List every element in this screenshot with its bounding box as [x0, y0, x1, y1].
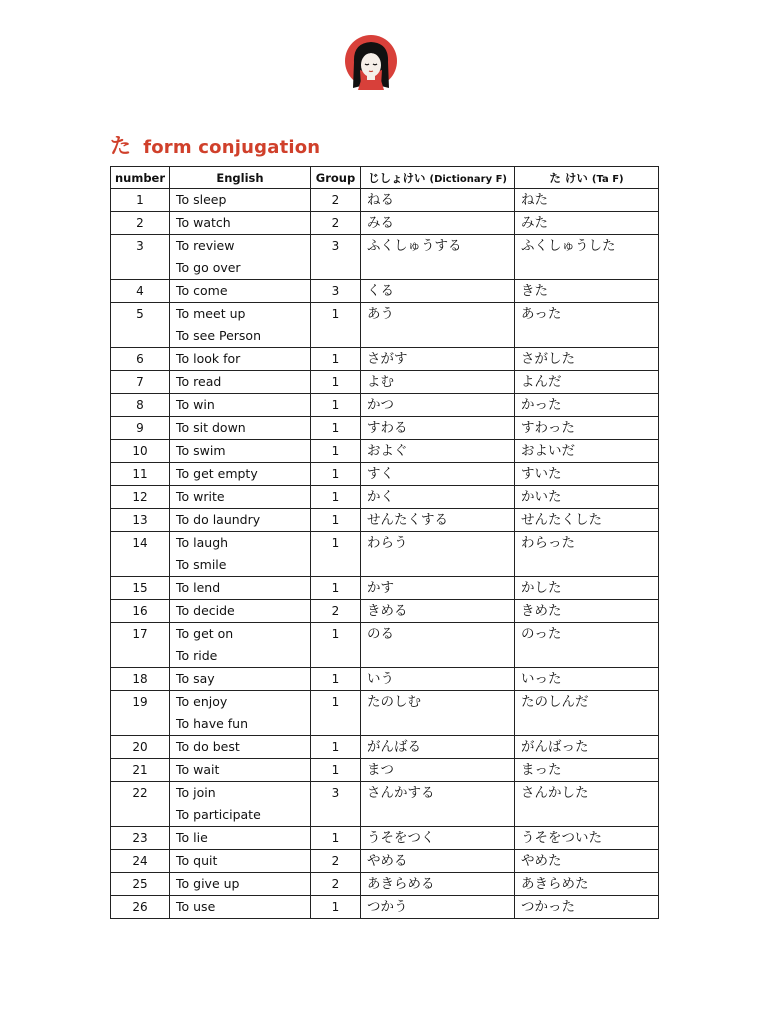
row-english: [170, 600, 311, 623]
header-dictionary-en: (Dictionary F): [429, 173, 508, 185]
row-number: 19: [111, 691, 170, 736]
row-english: [170, 212, 311, 235]
row-group: 1: [311, 827, 361, 850]
row-dictionary-form: かす: [361, 577, 515, 600]
row-group: 1: [311, 417, 361, 440]
row-english: [170, 691, 311, 736]
table-row: [111, 280, 659, 303]
row-group: 1: [311, 623, 361, 668]
table-row: [111, 235, 659, 280]
table-row: [111, 850, 659, 873]
english-meaning: To enjoy: [176, 694, 228, 709]
english-meaning: To give up: [176, 876, 240, 891]
row-group: 2: [311, 189, 361, 212]
english-meaning: To get on: [176, 626, 234, 641]
row-english: [170, 532, 311, 577]
row-group: 1: [311, 736, 361, 759]
row-group: 2: [311, 850, 361, 873]
row-dictionary-form: すわる: [361, 417, 515, 440]
row-group: 1: [311, 394, 361, 417]
table-row: [111, 896, 659, 919]
english-meaning: To ride: [176, 648, 218, 663]
table-row: [111, 303, 659, 348]
row-ta-form: みた: [515, 212, 659, 235]
table-row: [111, 600, 659, 623]
row-dictionary-form: かつ: [361, 394, 515, 417]
conjugation-table: [110, 166, 659, 919]
row-dictionary-form: あう: [361, 303, 515, 348]
row-number: 23: [111, 827, 170, 850]
table-row: [111, 623, 659, 668]
row-dictionary-form: くる: [361, 280, 515, 303]
row-dictionary-form: よむ: [361, 371, 515, 394]
row-dictionary-form: つかう: [361, 896, 515, 919]
header-dictionary-form: [361, 167, 515, 189]
title-kana: た: [110, 134, 132, 158]
english-meaning: To win: [176, 397, 215, 412]
row-number: 26: [111, 896, 170, 919]
page-title: [110, 130, 320, 160]
row-number: 15: [111, 577, 170, 600]
table-row: [111, 668, 659, 691]
row-number: 3: [111, 235, 170, 280]
english-meaning: To lie: [176, 830, 208, 845]
header-number: number: [111, 167, 170, 189]
row-group: 1: [311, 577, 361, 600]
table-row: [111, 827, 659, 850]
row-number: 8: [111, 394, 170, 417]
row-number: 9: [111, 417, 170, 440]
header-dictionary-kana: じしょけい: [367, 170, 426, 185]
table-row: [111, 189, 659, 212]
row-group: 2: [311, 600, 361, 623]
row-dictionary-form: わらう: [361, 532, 515, 577]
english-meaning: To go over: [176, 260, 241, 275]
english-meaning: To join: [176, 785, 216, 800]
english-meaning: To participate: [176, 807, 261, 822]
row-group: 1: [311, 348, 361, 371]
table-row: [111, 509, 659, 532]
row-number: 5: [111, 303, 170, 348]
header-english: English: [170, 167, 311, 189]
table-row: [111, 759, 659, 782]
row-group: 3: [311, 235, 361, 280]
header-ta-form: [515, 167, 659, 189]
table-header-row: [111, 167, 659, 189]
row-number: 1: [111, 189, 170, 212]
row-dictionary-form: さがす: [361, 348, 515, 371]
table-row: [111, 417, 659, 440]
row-english: [170, 235, 311, 280]
row-group: 1: [311, 759, 361, 782]
row-ta-form: ふくしゅうした: [515, 235, 659, 280]
row-english: [170, 896, 311, 919]
row-group: 1: [311, 668, 361, 691]
english-meaning: To quit: [176, 853, 218, 868]
row-english: [170, 850, 311, 873]
row-dictionary-form: あきらめる: [361, 873, 515, 896]
row-group: 3: [311, 280, 361, 303]
row-english: [170, 577, 311, 600]
table-body: [111, 189, 659, 919]
girl-avatar-icon: [340, 34, 402, 96]
row-number: 17: [111, 623, 170, 668]
row-english: [170, 509, 311, 532]
table-row: [111, 873, 659, 896]
row-english: [170, 782, 311, 827]
row-ta-form: さんかした: [515, 782, 659, 827]
row-dictionary-form: さんかする: [361, 782, 515, 827]
row-ta-form: かいた: [515, 486, 659, 509]
english-meaning: To swim: [176, 443, 226, 458]
row-dictionary-form: すく: [361, 463, 515, 486]
english-meaning: To meet up: [176, 306, 246, 321]
english-meaning: To wait: [176, 762, 220, 777]
row-ta-form: せんたくした: [515, 509, 659, 532]
table-row: [111, 212, 659, 235]
english-meaning: To sleep: [176, 192, 227, 207]
english-meaning: To sit down: [176, 420, 246, 435]
row-ta-form: あった: [515, 303, 659, 348]
row-number: 20: [111, 736, 170, 759]
row-english: [170, 736, 311, 759]
row-dictionary-form: せんたくする: [361, 509, 515, 532]
row-dictionary-form: がんばる: [361, 736, 515, 759]
row-ta-form: すわった: [515, 417, 659, 440]
english-meaning: To watch: [176, 215, 231, 230]
row-ta-form: うそをついた: [515, 827, 659, 850]
english-meaning: To come: [176, 283, 228, 298]
row-number: 18: [111, 668, 170, 691]
row-ta-form: ねた: [515, 189, 659, 212]
row-ta-form: よんだ: [515, 371, 659, 394]
english-meaning: To read: [176, 374, 222, 389]
row-english: [170, 303, 311, 348]
row-group: 1: [311, 463, 361, 486]
english-meaning: To use: [176, 899, 216, 914]
english-meaning: To smile: [176, 557, 227, 572]
row-ta-form: つかった: [515, 896, 659, 919]
row-number: 4: [111, 280, 170, 303]
row-ta-form: あきらめた: [515, 873, 659, 896]
row-ta-form: いった: [515, 668, 659, 691]
row-english: [170, 371, 311, 394]
row-english: [170, 623, 311, 668]
row-dictionary-form: のる: [361, 623, 515, 668]
row-group: 2: [311, 873, 361, 896]
table-row: [111, 394, 659, 417]
header-ta-kana: た けい: [549, 170, 588, 185]
row-dictionary-form: みる: [361, 212, 515, 235]
table-row: [111, 371, 659, 394]
row-english: [170, 280, 311, 303]
english-meaning: To do best: [176, 739, 240, 754]
row-group: 1: [311, 896, 361, 919]
row-group: 1: [311, 691, 361, 736]
row-english: [170, 668, 311, 691]
row-group: 1: [311, 532, 361, 577]
row-dictionary-form: かく: [361, 486, 515, 509]
row-group: 1: [311, 371, 361, 394]
row-english: [170, 486, 311, 509]
row-ta-form: がんばった: [515, 736, 659, 759]
row-english: [170, 873, 311, 896]
row-number: 12: [111, 486, 170, 509]
row-dictionary-form: きめる: [361, 600, 515, 623]
row-group: 1: [311, 303, 361, 348]
row-english: [170, 827, 311, 850]
row-number: 13: [111, 509, 170, 532]
row-number: 24: [111, 850, 170, 873]
table-row: [111, 532, 659, 577]
english-meaning: To lend: [176, 580, 221, 595]
row-ta-form: さがした: [515, 348, 659, 371]
row-ta-form: かった: [515, 394, 659, 417]
row-ta-form: きめた: [515, 600, 659, 623]
row-number: 21: [111, 759, 170, 782]
english-meaning: To decide: [176, 603, 235, 618]
row-english: [170, 417, 311, 440]
row-dictionary-form: ふくしゅうする: [361, 235, 515, 280]
row-dictionary-form: いう: [361, 668, 515, 691]
row-number: 6: [111, 348, 170, 371]
english-meaning: To write: [176, 489, 225, 504]
row-ta-form: まった: [515, 759, 659, 782]
row-dictionary-form: まつ: [361, 759, 515, 782]
table-row: [111, 440, 659, 463]
row-ta-form: のった: [515, 623, 659, 668]
row-dictionary-form: たのしむ: [361, 691, 515, 736]
english-meaning: To see Person: [176, 328, 262, 343]
row-ta-form: きた: [515, 280, 659, 303]
row-ta-form: たのしんだ: [515, 691, 659, 736]
row-ta-form: わらった: [515, 532, 659, 577]
row-ta-form: すいた: [515, 463, 659, 486]
table-row: [111, 782, 659, 827]
table-row: [111, 348, 659, 371]
row-english: [170, 463, 311, 486]
row-dictionary-form: ねる: [361, 189, 515, 212]
english-meaning: To review: [176, 238, 235, 253]
row-number: 2: [111, 212, 170, 235]
row-ta-form: およいだ: [515, 440, 659, 463]
english-meaning: To laugh: [176, 535, 229, 550]
row-english: [170, 759, 311, 782]
row-english: [170, 189, 311, 212]
row-english: [170, 348, 311, 371]
row-number: 10: [111, 440, 170, 463]
english-meaning: To have fun: [176, 716, 249, 731]
row-group: 1: [311, 509, 361, 532]
row-group: 2: [311, 212, 361, 235]
table-row: [111, 736, 659, 759]
table-row: [111, 691, 659, 736]
row-dictionary-form: うそをつく: [361, 827, 515, 850]
row-dictionary-form: やめる: [361, 850, 515, 873]
row-english: [170, 440, 311, 463]
title-text: form conjugation: [143, 137, 321, 158]
row-number: 11: [111, 463, 170, 486]
table-row: [111, 577, 659, 600]
english-meaning: To look for: [176, 351, 241, 366]
row-english: [170, 394, 311, 417]
table-row: [111, 463, 659, 486]
row-number: 22: [111, 782, 170, 827]
row-group: 1: [311, 486, 361, 509]
row-dictionary-form: およぐ: [361, 440, 515, 463]
row-ta-form: かした: [515, 577, 659, 600]
english-meaning: To get empty: [176, 466, 258, 481]
table-row: [111, 486, 659, 509]
header-ta-en: (Ta F): [591, 173, 624, 185]
row-number: 14: [111, 532, 170, 577]
row-number: 16: [111, 600, 170, 623]
row-group: 1: [311, 440, 361, 463]
row-number: 7: [111, 371, 170, 394]
header-group: Group: [311, 167, 361, 189]
row-group: 3: [311, 782, 361, 827]
english-meaning: To do laundry: [176, 512, 261, 527]
row-ta-form: やめた: [515, 850, 659, 873]
english-meaning: To say: [176, 671, 215, 686]
row-number: 25: [111, 873, 170, 896]
